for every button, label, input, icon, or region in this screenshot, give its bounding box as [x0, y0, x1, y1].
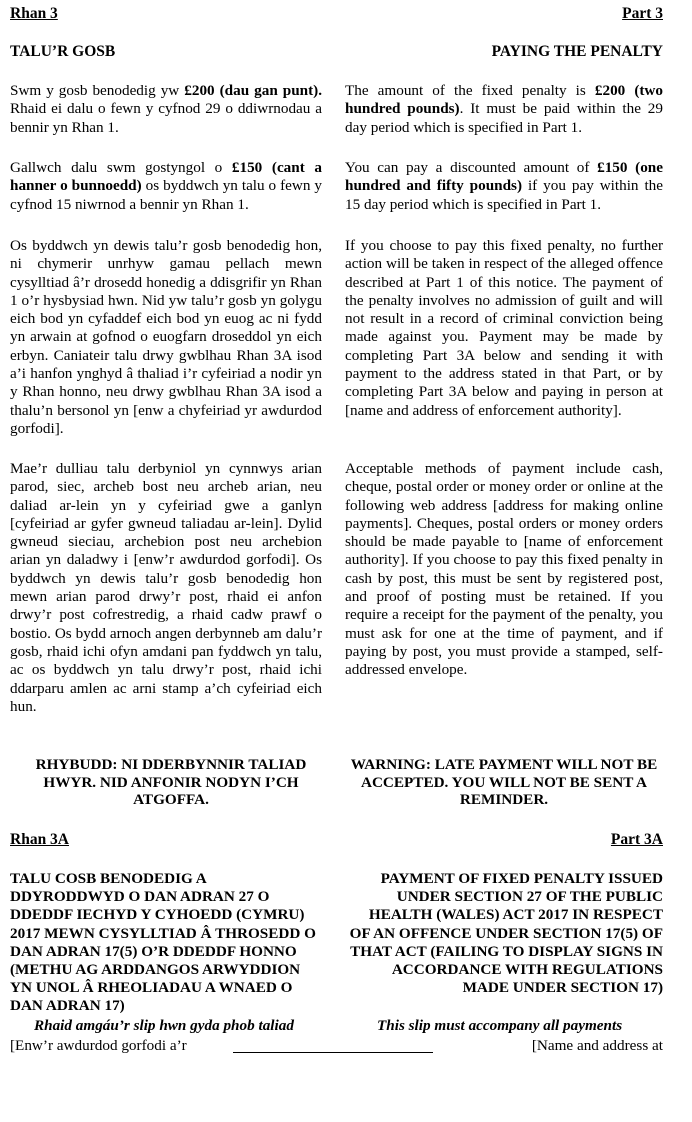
welsh-paragraph-2: Gallwch dalu swm gostyngol o £150 (cant a hanner o bunnoedd) os byddwch yn talu o fewn y cyfnod 15 niwrnod a bennir yn Rhan 1.: [10, 159, 322, 213]
part-label-welsh: Rhan 3: [10, 5, 58, 22]
welsh-paragraph-3: Os byddwch yn dewis talu’r gosb benodedig hon, ni chymerir unrhyw gamau pellach mewn cysylltiad â’r drosedd honedig a ddisgrifir yn Rhan 1 o’r hysbysiad hwn. Nid yw talu’r gosb yn golygu eich bod yn cyfaddef eich bod yn euog ac ni fydd yn arwain at gofnod o euogfarn droseddol yn eich erbyn. Caniateir talu drwy gwblhau Rhan 3A isod a’i hanfon ynghyd â thaliad i’r cyfeiriad a nodir yn y Rhan honno, neu drwy gwblhau Rhan 3A isod a thalu’n bersonol yn [enw a chyfeiriad yr awdurdod gorfodi].: [10, 237, 322, 437]
english-paragraph-2: You can pay a discounted amount of £150 (one hundred and fifty pounds) if you pay within the 15 day period which is specified in Part 1.: [345, 159, 663, 213]
slip-note-english: This slip must accompany all payments: [377, 1017, 623, 1034]
part-3a-label-english: Part 3A: [610, 831, 663, 848]
english-paragraph-3: If you choose to pay this fixed penalty, no further action will be taken in respect of the alleged offence described at Part 1 of this notice. The payment of the penalty involves no admission of guilt and will not result in a record of criminal conviction being made against you. Payment may be made by completing Part 3A below and sending it with payment to the address stated in that Part, or by completing Part 3A below and paying in person at [name and address of enforcement authority].: [345, 237, 663, 419]
section-title-english: PAYING THE PENALTY: [491, 43, 663, 60]
warning-welsh: RHYBUDD: NI DDERBYNNIR TALIAD HWYR. NID ANFONIR NODYN I’CH ATGOFFA.: [35, 756, 307, 808]
authority-field-welsh: [Enw’r awdurdod gorfodi a’r: [10, 1037, 187, 1054]
english-paragraph-1: The amount of the fixed penalty is £200 (two hundred pounds). It must be paid within the 29 day period which is specified in Part 1.: [345, 82, 663, 136]
part-label-english: Part 3: [622, 5, 663, 22]
english-paragraph-4: Acceptable methods of payment include cash, cheque, postal order or money order or online at the following web address [address for making online payments]. Cheques, postal orders or money orders should be made payable to [name of enforcement authority]. If you choose to pay this fixed penalty in cash by post, this must be sent by registered post, and proof of posting must be retained. If you require a receipt for the payment of the penalty, you must ask for one at the time of payment, and if paying by post, you must provide a stamped, self-addressed envelope.: [345, 460, 663, 679]
welsh-paragraph-1: Swm y gosb benodedig yw £200 (dau gan punt). Rhaid ei dalu o fewn y cyfnod 29 o ddiwrnodau a bennir yn Rhan 1.: [10, 82, 322, 136]
part-3a-title-welsh: TALU COSB BENODEDIG A DDYRODDWYD O DAN ADRAN 27 O DDEDDF IECHYD Y CYHOEDD (CYMRU) 2017 MEWN CYSYLLTIAD Â THROSEDD O DAN ADRAN 17(5) O’R DDEDDF HONNO (METHU AG ARDDANGOS ARWYDDION YN UNOL Â RHEOLIADAU A WNAED O DAN ADRAN 17): [10, 870, 316, 1015]
slip-note-welsh: Rhaid amgáu’r slip hwn gyda phob taliad: [34, 1017, 294, 1034]
welsh-paragraph-4: Mae’r dulliau talu derbyniol yn cynnwys arian parod, siec, archeb bost neu archeb arian, neu daliad ar-lein yn y cyfeiriad gwe a ganlyn [cyfeiriad ar gyfer gwneud taliadau ar-lein]. Dylid gwneud sieciau, archebion post neu archebion arian yn daladwy i [enw’r awdurdod gorfodi]. Os byddwch yn dewis talu’r gosb benodedig hon mewn arian parod drwy’r post, rhaid ei anfon drwy’r post cofrestredig, a rhaid cadw prawf o bostio. Os bydd arnoch angen derbynneb am dalu’r gosb, rhaid ichi ofyn amdani pan fyddwch yn talu, ac os byddwch yn talu drwy’r post, rhaid ichi ddarparu amlen ac arni stamp a’ch cyfeiriad eich hun.: [10, 460, 322, 715]
part-3a-title-english: PAYMENT OF FIXED PENALTY ISSUED UNDER SECTION 27 OF THE PUBLIC HEALTH (WALES) ACT 2017 IN RESPECT OF AN OFFENCE UNDER SECTION 17(5) OF THAT ACT (FAILING TO DISPLAY SIGNS IN ACCORDANCE WITH REGULATIONS MADE UNDER SECTION 17): [349, 870, 663, 997]
warning-english: WARNING: LATE PAYMENT WILL NOT BE ACCEPTED. YOU WILL NOT BE SENT A REMINDER.: [350, 756, 658, 808]
authority-field-english: [Name and address at: [531, 1037, 663, 1054]
section-title-welsh: TALU’R GOSB: [10, 43, 116, 60]
part-3a-label-welsh: Rhan 3A: [10, 831, 70, 848]
address-entry-line[interactable]: [233, 1036, 433, 1053]
